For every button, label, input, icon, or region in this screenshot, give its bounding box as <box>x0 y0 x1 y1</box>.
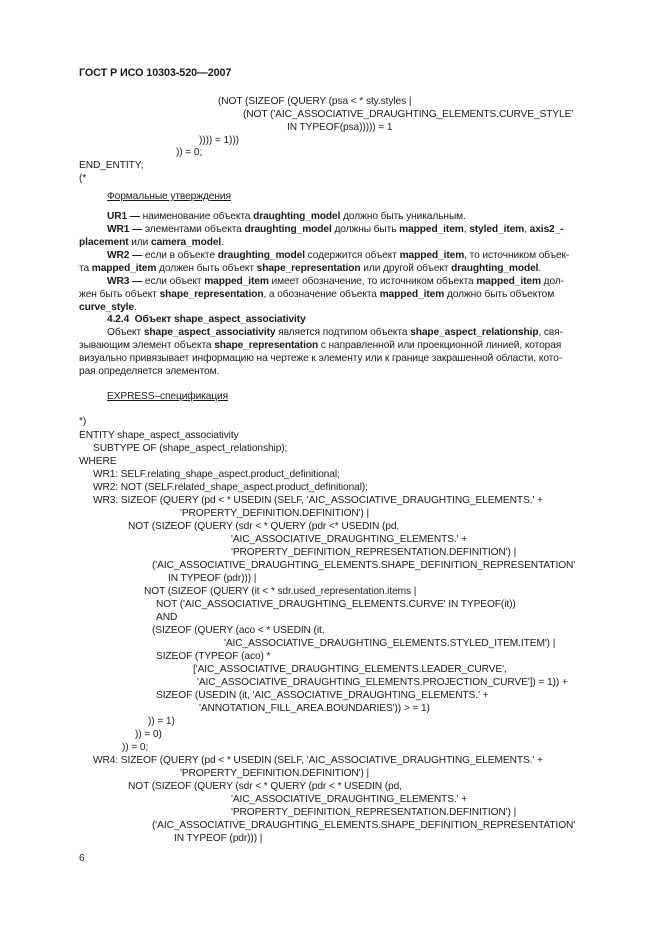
rule-wr3-cont: жен быть объект shape_representation, а обозначение объекта mapped_item должно быть объектом <box>79 289 555 300</box>
code-line: AND <box>156 612 178 623</box>
rule-wr2-cont: та mapped_item должен быть объект shape_representation или другой объект draughting_model. <box>79 263 542 274</box>
code-line: ENTITY shape_aspect_associativity <box>79 430 239 441</box>
rule-wr3-cont2: curve_style. <box>79 302 137 313</box>
intro-paragraph: Объект shape_aspect_associativity является подтипом объекта shape_aspect_relationship, свя- <box>107 327 563 338</box>
code-line: )) = 1) <box>148 716 175 727</box>
code-line: 'PROPERTY_DEFINITION_REPRESENTATION.DEFINITION') | <box>231 547 517 558</box>
code-line: (* <box>79 173 87 184</box>
code-line: 'AIC_ASSOCIATIVE_DRAUGHTING_ELEMENTS.' + <box>231 534 468 545</box>
code-line: NOT (SIZEOF (QUERY (sdr < * QUERY (pdr < * USEDIN (pd, <box>128 781 402 792</box>
code-line: NOT (SIZEOF (QUERY (sdr < * QUERY (pdr <* USEDIN (pd, <box>128 521 400 532</box>
code-line: NOT ('AIC_ASSOCIATIVE_DRAUGHTING_ELEMENTS.CURVE' IN TYPEOF(it)) <box>156 599 516 610</box>
express-heading: EXPRESS–спецификация <box>107 391 229 402</box>
rule-wr1-cont: placement или camera_model. <box>79 237 224 248</box>
code-line: SIZEOF (USEDIN (it, 'AIC_ASSOCIATIVE_DRAUGHTING_ELEMENTS.' + <box>156 690 489 701</box>
rule-wr2: WR2 — если в объекте draughting_model содержится объект mapped_item, то источником объек- <box>107 250 570 261</box>
code-line: IN TYPEOF(psa))))) = 1 <box>287 122 393 133</box>
code-line: IN TYPEOF (pdr))) | <box>168 573 257 584</box>
code-line: WR3: SIZEOF (QUERY (pd < * USEDIN (SELF, 'AIC_ASSOCIATIVE_DRAUGHTING_ELEMENTS.' + <box>93 495 543 506</box>
code-line: (SIZEOF (QUERY (aco < * USEDIN (it, <box>152 625 325 636</box>
code-line: ('AIC_ASSOCIATIVE_DRAUGHTING_ELEMENTS.SHAPE_DEFINITION_REPRESENTATION' <box>152 560 576 571</box>
code-line: (NOT (SIZEOF (QUERY (psa < * sty.styles | <box>218 96 412 107</box>
code-line: 'AIC_ASSOCIATIVE_DRAUGHTING_ELEMENTS.PROJECTION_CURVE']) = 1)) + <box>197 677 568 688</box>
code-line: 'PROPERTY_DEFINITION_REPRESENTATION.DEFINITION') | <box>231 807 517 818</box>
rule-wr3: WR3 — если объект mapped_item имеет обозначение, то источником объекта mapped_item дол- <box>107 276 564 287</box>
code-line: )) = 0; <box>176 147 203 158</box>
code-line: WR4: SIZEOF (QUERY (pd < * USEDIN (SELF, 'AIC_ASSOCIATIVE_DRAUGHTING_ELEMENTS.' + <box>93 755 543 766</box>
code-line: 'AIC_ASSOCIATIVE_DRAUGHTING_ELEMENTS.' + <box>231 794 468 805</box>
code-line: (NOT ('AIC_ASSOCIATIVE_DRAUGHTING_ELEMENTS.CURVE_STYLE' <box>243 109 574 120</box>
code-line: )))) = 1))) <box>199 135 239 146</box>
code-line: END_ENTITY; <box>79 160 144 171</box>
formal-propositions-heading: Формальные утверждения <box>107 191 231 202</box>
code-line: )) = 0) <box>135 729 162 740</box>
code-line: *) <box>79 416 87 427</box>
intro-paragraph-cont: визуально привязывает информацию на чертеже к элементу или к границе закрашенной области, кото- <box>79 353 562 364</box>
code-line: IN TYPEOF (pdr))) | <box>174 833 263 844</box>
code-line: SUBTYPE OF (shape_aspect_relationship); <box>93 443 288 454</box>
intro-paragraph-cont: зывающим элемент объекта shape_representation с направленной или проекционной линией, которая <box>79 340 562 351</box>
rule-ur1: UR1 — наименование объекта draughting_model должно быть уникальным. <box>107 211 466 222</box>
section-heading: 4.2.4 Объект shape_aspect_associativity <box>107 314 306 325</box>
code-line: 'PROPERTY_DEFINITION.DEFINITION') | <box>180 768 370 779</box>
code-line: 'PROPERTY_DEFINITION.DEFINITION') | <box>180 508 370 519</box>
intro-paragraph-cont: рая определяется элементом. <box>79 366 220 377</box>
document-header: ГОСТ Р ИСО 10303-520—2007 <box>79 67 232 79</box>
code-line: WR2: NOT (SELF.related_shape_aspect.product_definitional); <box>93 482 368 493</box>
code-line: WR1: SELF.relating_shape_aspect.product_definitional; <box>93 469 340 480</box>
code-line: WHERE <box>79 456 117 467</box>
code-line: )) = 0; <box>122 742 149 753</box>
code-line: ['AIC_ASSOCIATIVE_DRAUGHTING_ELEMENTS.LEADER_CURVE', <box>193 664 507 675</box>
code-line: NOT (SIZEOF (QUERY (it < * sdr.used_representation.items | <box>144 586 417 597</box>
page-number: 6 <box>79 853 85 864</box>
code-line: 'ANNOTATION_FILL_AREA.BOUNDARIES')) > = 1) <box>199 703 430 714</box>
code-line: 'AIC_ASSOCIATIVE_DRAUGHTING_ELEMENTS.STYLED_ITEM.ITEM') | <box>224 638 556 649</box>
code-line: ('AIC_ASSOCIATIVE_DRAUGHTING_ELEMENTS.SHAPE_DEFINITION_REPRESENTATION' <box>152 820 576 831</box>
code-line: SIZEOF (TYPEOF (aco) * <box>156 651 271 662</box>
rule-wr1: WR1 — элементами объекта draughting_model должны быть mapped_item, styled_item, axis2_- <box>107 224 564 235</box>
